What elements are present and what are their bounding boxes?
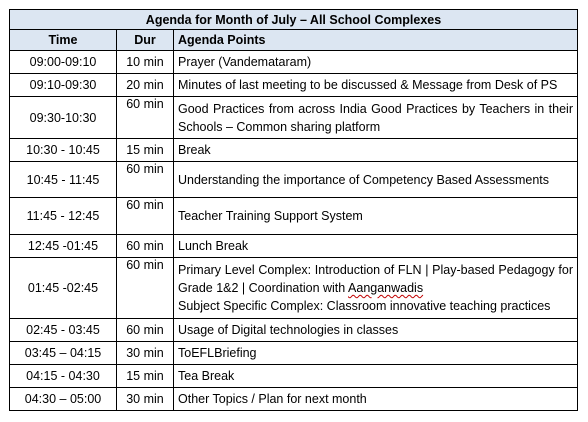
dur-cell: 20 min: [117, 74, 174, 97]
dur-cell: 60 min: [117, 235, 174, 258]
dur-cell: 60 min: [117, 319, 174, 342]
time-cell: 04:15 - 04:30: [10, 365, 117, 388]
dur-cell: 30 min: [117, 342, 174, 365]
header-row: [10, 30, 578, 51]
dur-cell: 30 min: [117, 388, 174, 411]
time-cell: 11:45 - 12:45: [10, 198, 117, 235]
dur-cell: 60 min: [117, 162, 174, 198]
dur-cell: 60 min: [117, 258, 174, 319]
points-cell: Other Topics / Plan for next month: [174, 388, 578, 411]
time-cell: 10:30 - 10:45: [10, 139, 117, 162]
time-cell: 12:45 -01:45: [10, 235, 117, 258]
time-cell: 09:10-09:30: [10, 74, 117, 97]
table-row: [10, 51, 578, 74]
table-row: [10, 162, 578, 198]
table-row: [10, 97, 578, 139]
points-cell: [174, 258, 578, 319]
points-cell: ToEFLBriefing: [174, 342, 578, 365]
points-line-1: Primary Level Complex: Introduction of FLN | Play-based Pedagogy for Grade 1&2 | Coordination with: [178, 263, 573, 295]
points-cell: Usage of Digital technologies in classes: [174, 319, 578, 342]
time-cell: 03:45 – 04:15: [10, 342, 117, 365]
table-row: [10, 388, 578, 411]
dur-cell: 60 min: [117, 198, 174, 235]
points-cell: Lunch Break: [174, 235, 578, 258]
dur-header: Dur: [117, 30, 174, 51]
points-line-2: Subject Specific Complex: Classroom innovative teaching practices: [178, 299, 551, 313]
table-row: [10, 139, 578, 162]
title-row: [10, 10, 578, 30]
points-cell: Minutes of last meeting to be discussed & Message from Desk of PS: [174, 74, 578, 97]
points-cell: Teacher Training Support System: [174, 198, 578, 235]
points-cell: Tea Break: [174, 365, 578, 388]
table-row: [10, 319, 578, 342]
points-cell: Prayer (Vandemataram): [174, 51, 578, 74]
dur-cell: 15 min: [117, 139, 174, 162]
points-cell: Understanding the importance of Competency Based Assessments: [174, 162, 578, 198]
time-cell: 04:30 – 05:00: [10, 388, 117, 411]
time-header: Time: [10, 30, 117, 51]
points-cell: Good Practices from across India Good Practices by Teachers in their Schools – Common sharing platform: [174, 97, 578, 139]
time-cell: 01:45 -02:45: [10, 258, 117, 319]
spellcheck-word: Aanganwadis: [348, 281, 424, 295]
table-row: [10, 258, 578, 319]
dur-cell: 10 min: [117, 51, 174, 74]
table-row: [10, 235, 578, 258]
dur-cell: 60 min: [117, 97, 174, 139]
time-cell: 09:00-09:10: [10, 51, 117, 74]
time-cell: 10:45 - 11:45: [10, 162, 117, 198]
agenda-title: Agenda for Month of July – All School Complexes: [10, 10, 578, 30]
points-cell: Break: [174, 139, 578, 162]
table-row: [10, 74, 578, 97]
time-cell: 09:30-10:30: [10, 97, 117, 139]
table-row: [10, 342, 578, 365]
table-row: [10, 365, 578, 388]
agenda-table: [9, 9, 578, 411]
points-header: Agenda Points: [174, 30, 578, 51]
time-cell: 02:45 - 03:45: [10, 319, 117, 342]
table-row: [10, 198, 578, 235]
dur-cell: 15 min: [117, 365, 174, 388]
